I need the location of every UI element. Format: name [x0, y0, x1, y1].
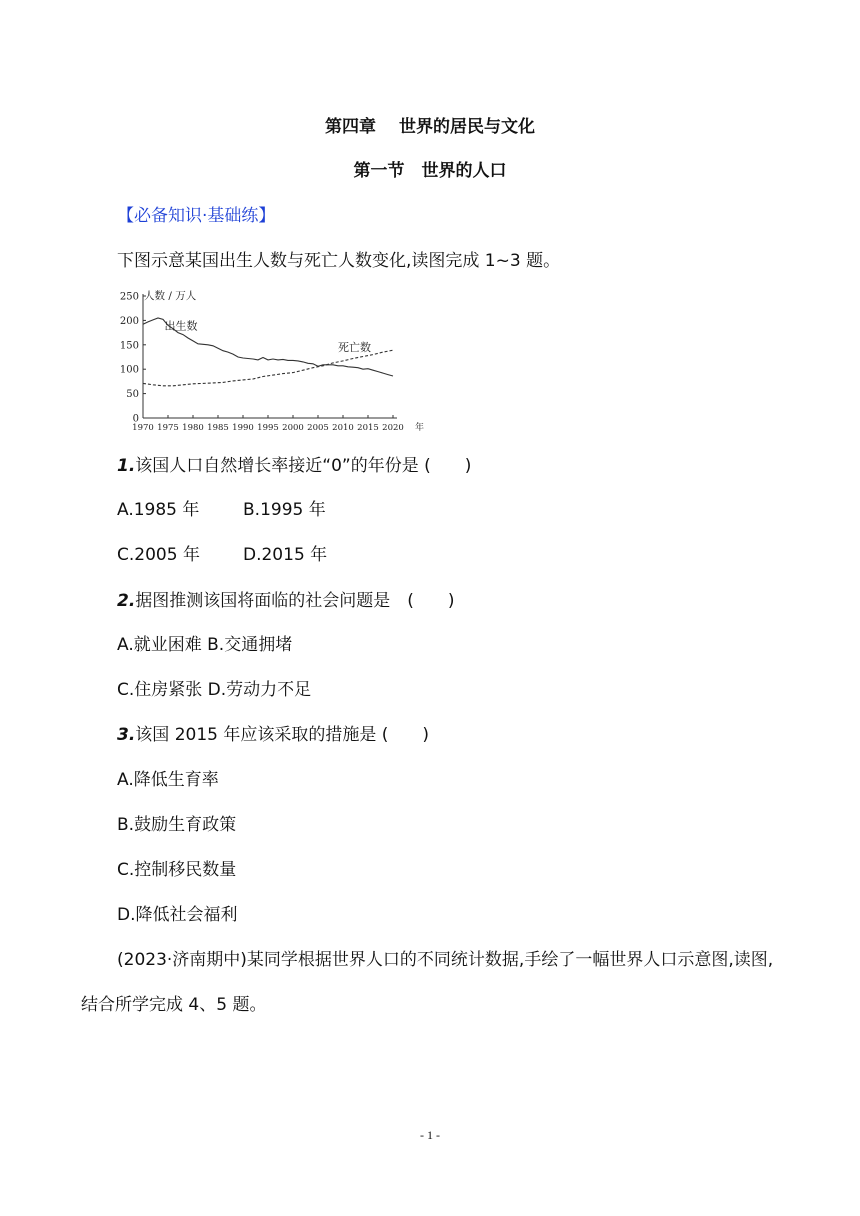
y-axis-title: 人数 / 万人	[144, 290, 197, 302]
x-tick-label: 1980	[182, 423, 204, 433]
population-chart	[100, 284, 440, 436]
intro-text: 下图示意某国出生人数与死亡人数变化,读图完成 1~3 题。	[117, 251, 561, 271]
question-1	[117, 455, 471, 477]
chart-labels	[120, 289, 424, 433]
x-tick-label: 1990	[232, 423, 254, 433]
question-2-number: 2.	[117, 591, 136, 611]
x-tick-label: 1970	[132, 423, 154, 433]
question-2	[117, 590, 455, 612]
question-3-option-c: C.控制移民数量	[117, 860, 237, 880]
x-tick-label: 1995	[257, 423, 279, 433]
chapter-title: 第四章 世界的居民与文化	[325, 117, 535, 137]
question-1-option-d: D.2015 年	[243, 545, 328, 565]
question-2-options-cd: C.住房紧张 D.劳动力不足	[117, 680, 312, 700]
question-3-number: 3.	[117, 725, 136, 745]
next-intro-line-2: 结合所学完成 4、5 题。	[81, 995, 267, 1015]
y-tick-label: 100	[119, 364, 139, 376]
x-tick-label: 1985	[207, 423, 229, 433]
x-axis-title: 年	[415, 423, 425, 433]
page-number: - 1 -	[420, 1128, 440, 1142]
chart-axes	[143, 294, 397, 418]
question-2-stem: 据图推测该国将面临的社会问题是 ( )	[135, 591, 455, 611]
question-3-stem: 该国 2015 年应该采取的措施是 ( )	[135, 725, 430, 745]
question-3	[117, 724, 429, 746]
section-title: 第一节 世界的人口	[353, 161, 507, 181]
y-tick-label: 200	[119, 315, 139, 327]
x-tick-label: 2015	[357, 423, 379, 433]
x-tick-label: 1975	[157, 423, 179, 433]
question-3-option-a: A.降低生育率	[117, 770, 219, 790]
section-tag: 【必备知识·基础练】	[117, 206, 276, 226]
next-intro-line-1: (2023·济南期中)某同学根据世界人口的不同统计数据,手绘了一幅世界人口示意图,读图,	[117, 950, 774, 970]
question-3-option-d: D.降低社会福利	[117, 905, 238, 925]
question-1-option-b: B.1995 年	[243, 500, 326, 520]
question-1-stem: 该国人口自然增长率接近“0”的年份是 ( )	[135, 456, 472, 476]
y-tick-label: 0	[132, 413, 139, 425]
y-tick-label: 250	[119, 291, 139, 303]
question-1-option-a: A.1985 年	[117, 500, 200, 520]
x-tick-label: 2005	[307, 423, 329, 433]
x-tick-label: 2020	[382, 423, 404, 433]
x-tick-label: 2000	[282, 423, 304, 433]
series-label-deaths: 死亡数	[338, 341, 371, 355]
x-tick-label: 2010	[332, 423, 354, 433]
question-1-option-c: C.2005 年	[117, 545, 200, 565]
question-3-option-b: B.鼓励生育政策	[117, 815, 237, 835]
question-2-options-ab: A.就业困难 B.交通拥堵	[117, 635, 293, 655]
y-tick-label: 150	[119, 340, 139, 352]
series-label-births: 出生数	[164, 319, 198, 333]
question-1-number: 1.	[117, 456, 136, 476]
y-tick-label: 50	[126, 389, 139, 401]
